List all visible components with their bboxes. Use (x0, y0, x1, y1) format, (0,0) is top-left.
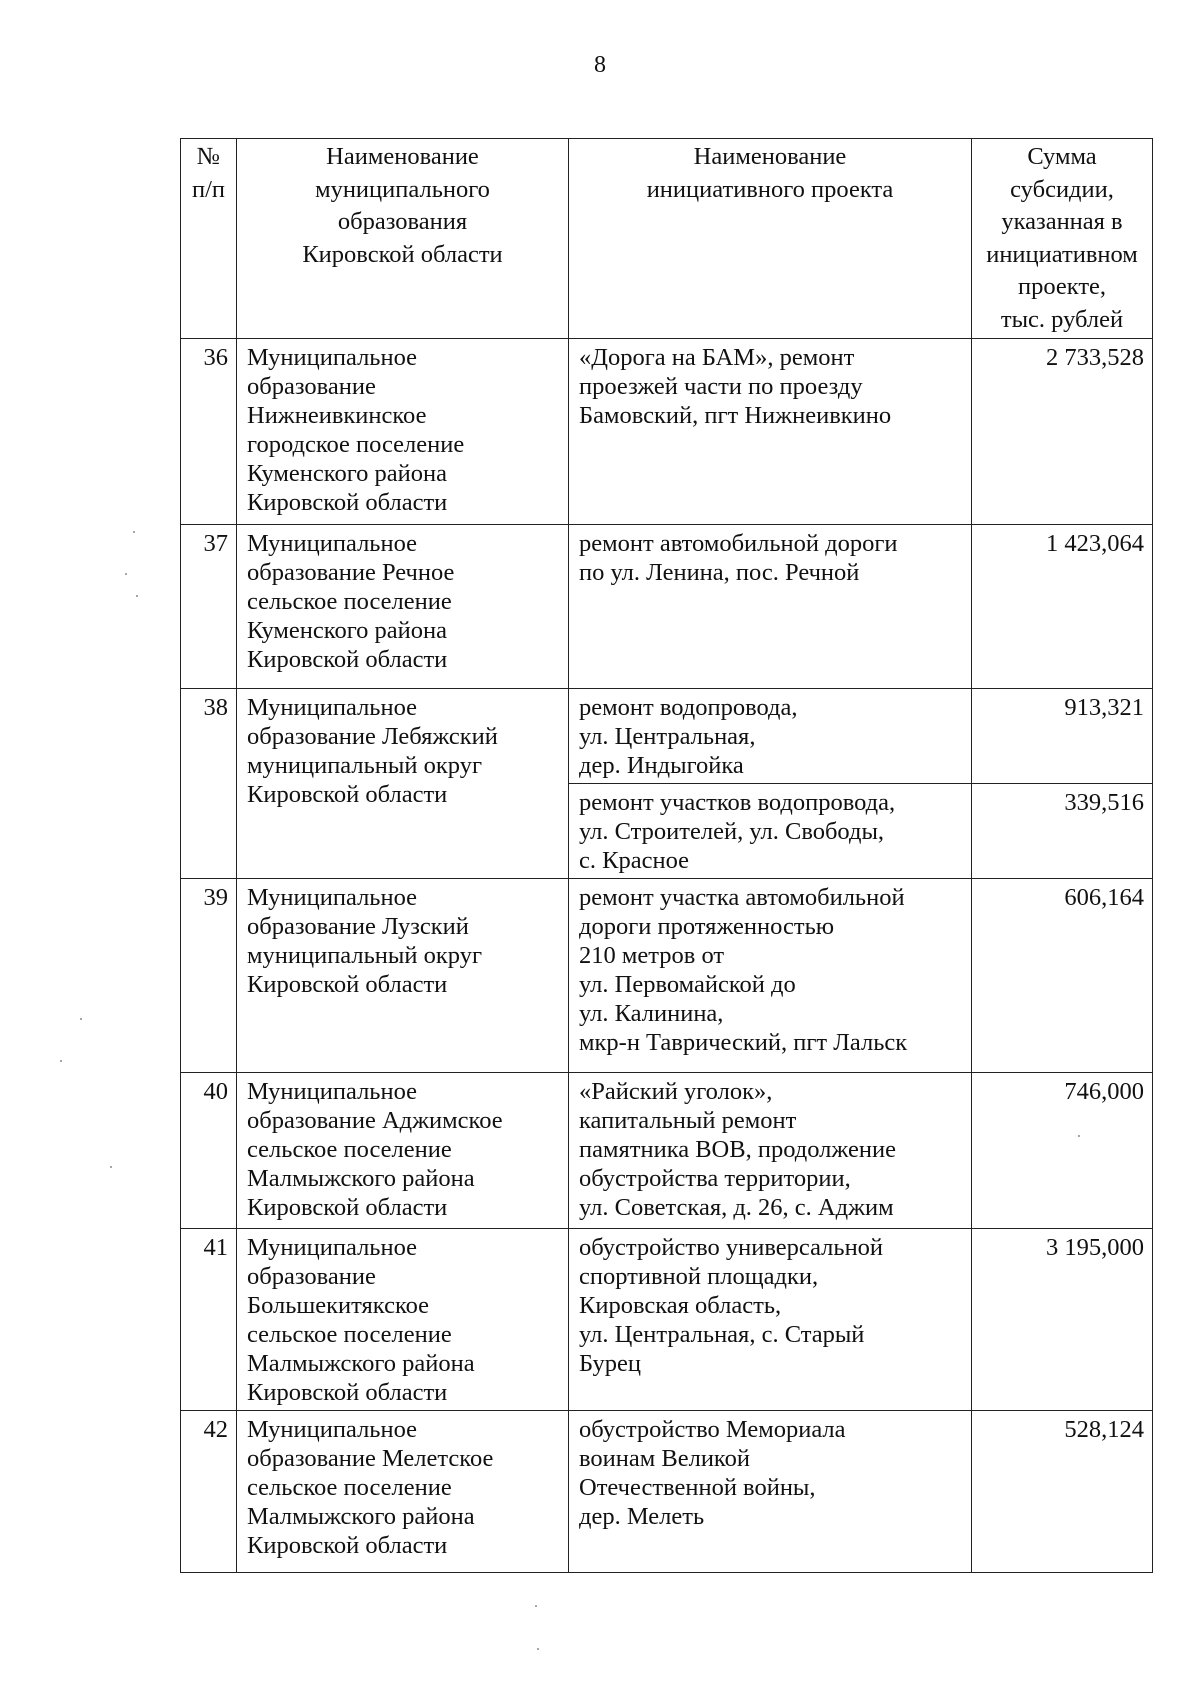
table-row (181, 689, 1153, 784)
header-municipality: Наименование муниципального образования Кировской области (237, 139, 569, 339)
row-number: 41 (181, 1229, 237, 1411)
row-number: 42 (181, 1411, 237, 1573)
scan-speck (537, 1648, 539, 1650)
scan-speck (1078, 1135, 1080, 1137)
subsidy-table (180, 138, 1153, 1573)
row-number: 40 (181, 1073, 237, 1229)
project-cell: ремонт автомобильной дороги по ул. Ленина, пос. Речной (569, 525, 972, 689)
header-sum: Сумма субсидии, указанная в инициативном проекте, тыс. рублей (972, 139, 1153, 339)
scan-speck (60, 1060, 62, 1062)
project-cell: «Райский уголок», капитальный ремонт памятника ВОВ, продолжение обустройства территории, ул. Советская, д. 26, с. Аджим (569, 1073, 972, 1229)
table-row (181, 339, 1153, 525)
table-row (181, 879, 1153, 1073)
project-cell: ремонт водопровода, ул. Центральная, дер. Индыгойка (569, 689, 972, 784)
table-row (181, 1229, 1153, 1411)
project-cell: ремонт участков водопровода, ул. Строителей, ул. Свободы, с. Красное (569, 784, 972, 879)
project-cell: обустройство универсальной спортивной площадки, Кировская область, ул. Центральная, с. Старый Бурец (569, 1229, 972, 1411)
sum-cell: 339,516 (972, 784, 1153, 879)
municipality-cell: Муниципальное образование Мелетское сельское поселение Малмыжского района Кировской области (237, 1411, 569, 1573)
municipality-cell: Муниципальное образование Аджимское сельское поселение Малмыжского района Кировской области (237, 1073, 569, 1229)
table-row (181, 525, 1153, 689)
municipality-cell: Муниципальное образование Лебяжский муниципальный округ Кировской области (237, 689, 569, 879)
table-row (181, 1411, 1153, 1573)
sum-cell: 3 195,000 (972, 1229, 1153, 1411)
scan-speck (110, 1166, 112, 1168)
row-number: 38 (181, 689, 237, 879)
project-cell: «Дорога на БАМ», ремонт проезжей части по проезду Бамовский, пгт Нижнеивкино (569, 339, 972, 525)
row-number: 39 (181, 879, 237, 1073)
table-row (181, 1073, 1153, 1229)
scan-speck (535, 1605, 537, 1607)
sum-cell: 1 423,064 (972, 525, 1153, 689)
header-project: Наименование инициативного проекта (569, 139, 972, 339)
municipality-cell: Муниципальное образование Нижнеивкинское городское поселение Куменского района Кировской области (237, 339, 569, 525)
table-header-row (181, 139, 1153, 339)
sum-cell: 2 733,528 (972, 339, 1153, 525)
scan-speck (136, 595, 138, 597)
page-number: 8 (594, 52, 606, 78)
municipality-cell: Муниципальное образование Лузский муниципальный округ Кировской области (237, 879, 569, 1073)
municipality-cell: Муниципальное образование Речное сельское поселение Куменского района Кировской области (237, 525, 569, 689)
sum-cell: 913,321 (972, 689, 1153, 784)
municipality-cell: Муниципальное образование Большекитякское сельское поселение Малмыжского района Кировской области (237, 1229, 569, 1411)
sum-cell: 746,000 (972, 1073, 1153, 1229)
project-cell: обустройство Мемориала воинам Великой Отечественной войны, дер. Мелеть (569, 1411, 972, 1573)
sum-cell: 528,124 (972, 1411, 1153, 1573)
scan-speck (80, 1018, 82, 1020)
row-number: 36 (181, 339, 237, 525)
scan-speck (133, 531, 135, 533)
sum-cell: 606,164 (972, 879, 1153, 1073)
scan-speck (125, 573, 127, 575)
header-number: № п/п (181, 139, 237, 339)
row-number: 37 (181, 525, 237, 689)
project-cell: ремонт участка автомобильной дороги протяженностью 210 метров от ул. Первомайской до ул. Калинина, мкр-н Таврический, пгт Лальск (569, 879, 972, 1073)
